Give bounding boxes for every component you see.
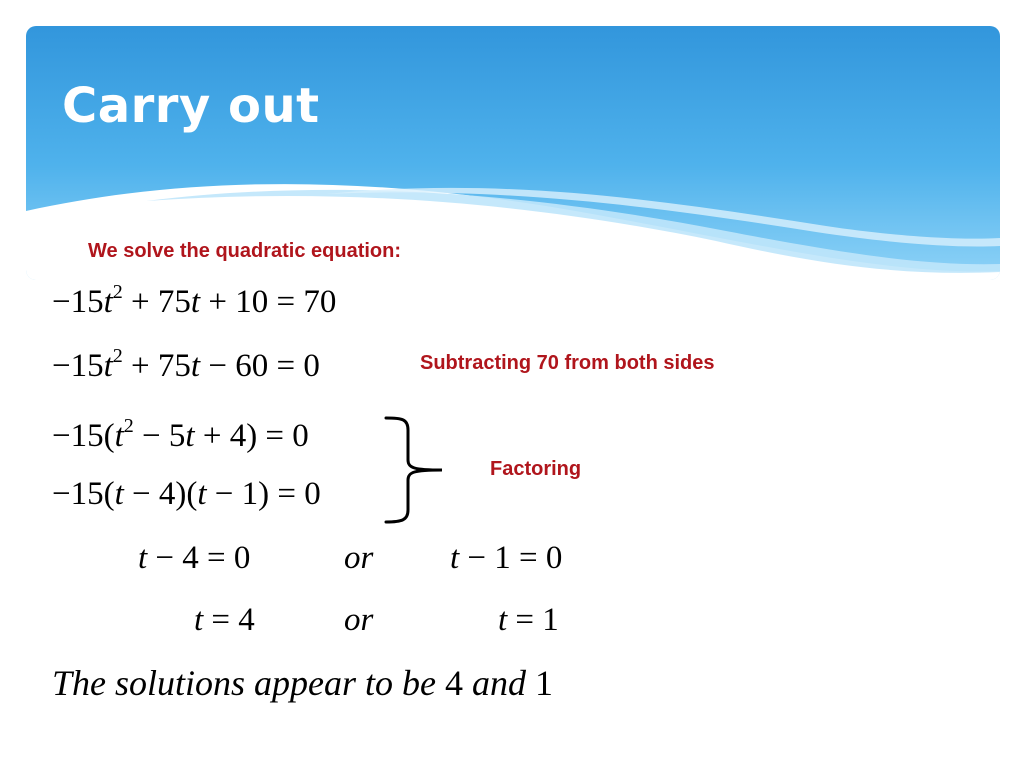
solution-row1-or: or xyxy=(344,540,374,576)
solution-row1-left: t − 4 = 0 xyxy=(138,540,251,576)
solution-row2-or: or xyxy=(344,602,374,638)
equation-3: $-15(t^2 - 5t + 4) = 0$ xyxy=(52,415,309,454)
subtracting-note: Subtracting 70 from both sides xyxy=(420,352,715,374)
curly-brace-icon xyxy=(384,416,448,526)
factoring-note: Factoring xyxy=(490,458,582,480)
solution-row2-left: t = 4 xyxy=(194,602,255,638)
conclusion: The solutions appear to be 4 and 1 xyxy=(52,663,553,703)
slide-title: Carry out xyxy=(62,78,320,134)
equation-1: $-15t^2 + 75t + 10 = 70$ xyxy=(52,281,337,320)
solution-row2-right: t = 1 xyxy=(498,602,559,638)
solution-row1-right: t − 1 = 0 xyxy=(450,540,563,576)
intro-note: We solve the quadratic equation: xyxy=(88,240,402,262)
equation-4: −15(t − 4)(t − 1) = 0 xyxy=(52,476,321,512)
equation-2: $-15t^2 + 75t - 60 = 0$ xyxy=(52,345,320,384)
